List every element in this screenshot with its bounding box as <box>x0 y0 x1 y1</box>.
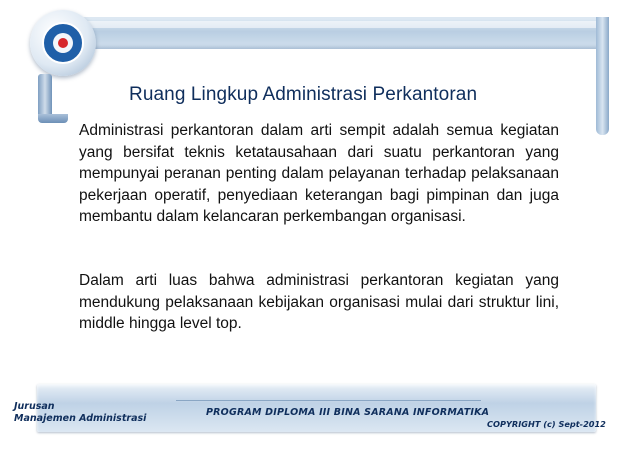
left-decor-bracket <box>38 114 68 123</box>
footer-divider <box>176 400 481 401</box>
paragraph-narrow-definition: Administrasi perkantoran dalam arti sempit adalah semua kegiatan yang bersifat teknis ketatausahaan dari suatu perkantoran yang mempunyai peranan penting dalam pelayanan terhadap pelaksanaan pekerjaan operatif, penyediaan keterangan bagi pimpinan dan juga membantu dalam kelancaran perkembangan organisasi. <box>79 122 559 226</box>
logo-ring <box>42 22 84 64</box>
slide-title: Ruang Lingkup Administrasi Perkantoran <box>129 84 478 105</box>
logo-core <box>53 33 73 53</box>
left-decor-bar <box>38 74 52 114</box>
right-decor-bar <box>596 17 609 135</box>
footer-program: PROGRAM DIPLOMA III BINA SARANA INFORMATIKA <box>206 407 490 418</box>
footer-department <box>14 401 146 425</box>
logo-mark <box>58 38 68 48</box>
footer-copyright: COPYRIGHT (c) Sept-2012 <box>487 419 606 429</box>
paragraph-broad-definition: Dalam arti luas bahwa administrasi perkantoran kegiatan yang mendukung pelaksanaan kebijakan organisasi mulai dari struktur lini, middle hingga level top. <box>79 272 559 333</box>
bsi-logo-icon <box>30 10 96 76</box>
footer-department-line2: Manajemen Administrasi <box>14 413 147 424</box>
header-band <box>70 17 608 49</box>
footer-department-line1: Jurusan <box>14 401 55 412</box>
